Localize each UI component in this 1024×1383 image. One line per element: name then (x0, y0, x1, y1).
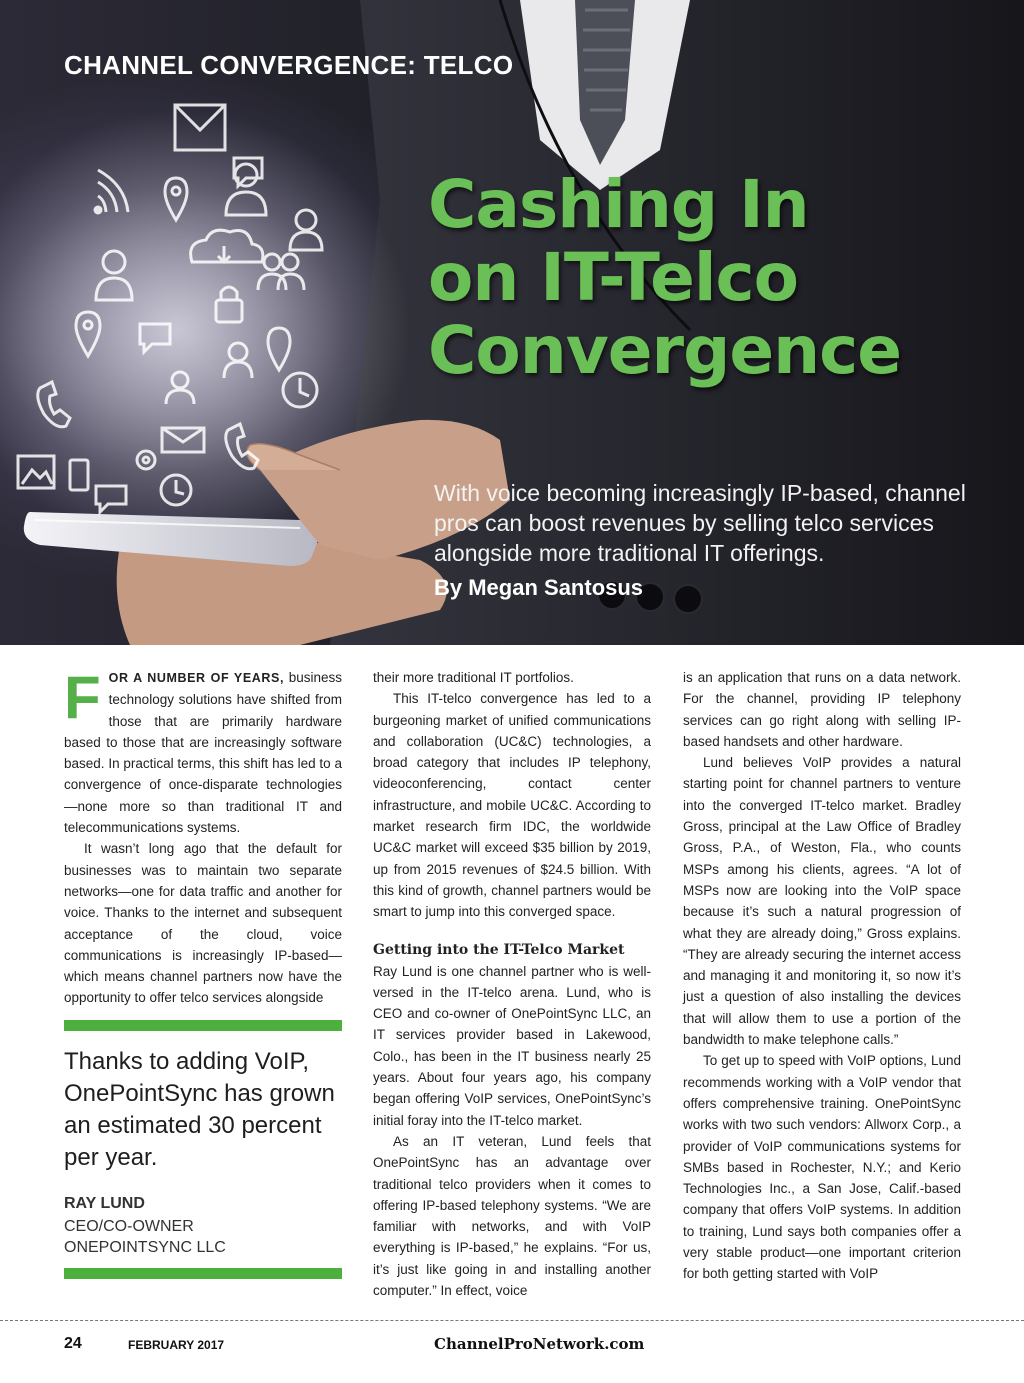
byline: By Megan Santosus (434, 575, 644, 600)
article-paragraph (64, 664, 342, 838)
section-subhead: Getting into the IT-Telco Market (373, 941, 625, 958)
article-paragraph: To get up to speed with VoIP options, Lund recommends working with a VoIP vendor that offers comprehensive training. OnePointSync works with two such vendors: Allworx Corp., a provider of VoIP communications systems for SMBs based in Rochester, N.Y.; and Kerio Technologies Inc., a San Jose, Calif.-based company that offers VoIP systems. In addition to training, Lund says both companies offer a very stable product—one important criterion for both getting started with VoIP (683, 1053, 961, 1282)
article-headline (428, 168, 1008, 387)
drop-cap: F (64, 664, 101, 731)
pullquote-title-line: CEO/CO-OWNER (64, 1218, 194, 1235)
article-paragraph: This IT-telco convergence has led to a burgeoning market of unified communications and collaboration (UC&C) technologies, a broad category that includes IP telephony, videoconferencing, contact center infrastructure, and mobile UC&C. According to market research firm IDC, the worldwide UC&C market will exceed $35 billion by 2019, up from 2015 revenues of $24.5 billion. With this kind of growth, channel partners would be smart to jump into this converged space. (373, 691, 651, 920)
footer-divider (0, 1320, 1024, 1321)
pullquote-bar-bottom (64, 1268, 342, 1279)
article-paragraph: Ray Lund is one channel partner who is well-versed in the IT-telco arena. Lund, who is CEO and co-owner of OnePointSync LLC, an IT services provider based in Lakewood, Colo., has been in the IT business nearly 25 years. About four years ago, his company began offering VoIP services, OnePointSync’s initial foray into the IT-telco market. (373, 963, 651, 1128)
article-column-1 (64, 664, 342, 1009)
site-url[interactable]: ChannelProNetwork.com (434, 1335, 645, 1353)
article-column-3 (683, 667, 961, 1285)
paragraph-text: business technology solutions have shifted from those that are primarily hardware based to those that are increasingly software based. In practical terms, this shift has led to a convergence of once-disparate technologies—none more so than traditional IT and telecommunications systems. (64, 670, 342, 836)
article-paragraph: Lund believes VoIP provides a natural starting point for channel partners to venture into the converged IT-telco market. Bradley Gross, principal at the Law Office of Bradley Gross, P.A., of Weston, Fla., who counts MSPs among his clients, agrees. “A lot of MSPs now are looking into the VoIP space because it’s such a natural progression of what they are already doing,” Gross explains. “They are already securing the internet access and managing it and monitoring it, so now it’s just a question of also installing the devices that will allow them to use a portion of the bandwidth to make telephone calls.” (683, 755, 961, 1048)
page-number: 24 (64, 1335, 82, 1352)
pullquote-attribution-name: RAY LUND (64, 1195, 145, 1212)
hero-banner (0, 0, 1024, 645)
article-paragraph: is an application that runs on a data network. For the channel, providing IP telephony services can go right along with selling IP-based handsets and other hardware. (683, 670, 961, 749)
article-column-2 (373, 667, 651, 1301)
pullquote-attribution-title (64, 1216, 344, 1258)
lead-in: OR A NUMBER OF YEARS, (108, 671, 285, 685)
article-paragraph: As an IT veteran, Lund feels that OnePointSync has an advantage over traditional telco providers when it comes to offering IP-based telephony systems. “We are familiar with networks, and with VoIP everything is IP-based,” he explains. “For us, it’s just like going in and installing another computer.” In effect, voice (373, 1133, 651, 1299)
article-deck: With voice becoming increasingly IP-based, channel pros can boost revenues by selling telco services alongside more traditional IT offerings. (434, 480, 966, 566)
article-paragraph: their more traditional IT portfolios. (373, 670, 574, 685)
article-paragraph: It wasn’t long ago that the default for businesses was to maintain two separate networks—one for data traffic and another for voice. Thanks to the internet and subsequent acceptance of the cloud, voice communications is increasingly IP-based—which means channel partners now have the opportunity to offer telco services alongside (64, 841, 342, 1006)
pullquote-bar-top (64, 1020, 342, 1031)
headline-line: on IT-Telco (428, 239, 798, 316)
headline-line: Cashing In (428, 166, 809, 243)
issue-date: FEBRUARY 2017 (128, 1338, 225, 1352)
pullquote-title-line: ONEPOINTSYNC LLC (64, 1239, 226, 1256)
section-label: CHANNEL CONVERGENCE: TELCO (64, 50, 514, 80)
pullquote-text: Thanks to adding VoIP, OnePointSync has grown an estimated 30 percent per year. (64, 1048, 335, 1171)
headline-line: Convergence (428, 312, 901, 389)
